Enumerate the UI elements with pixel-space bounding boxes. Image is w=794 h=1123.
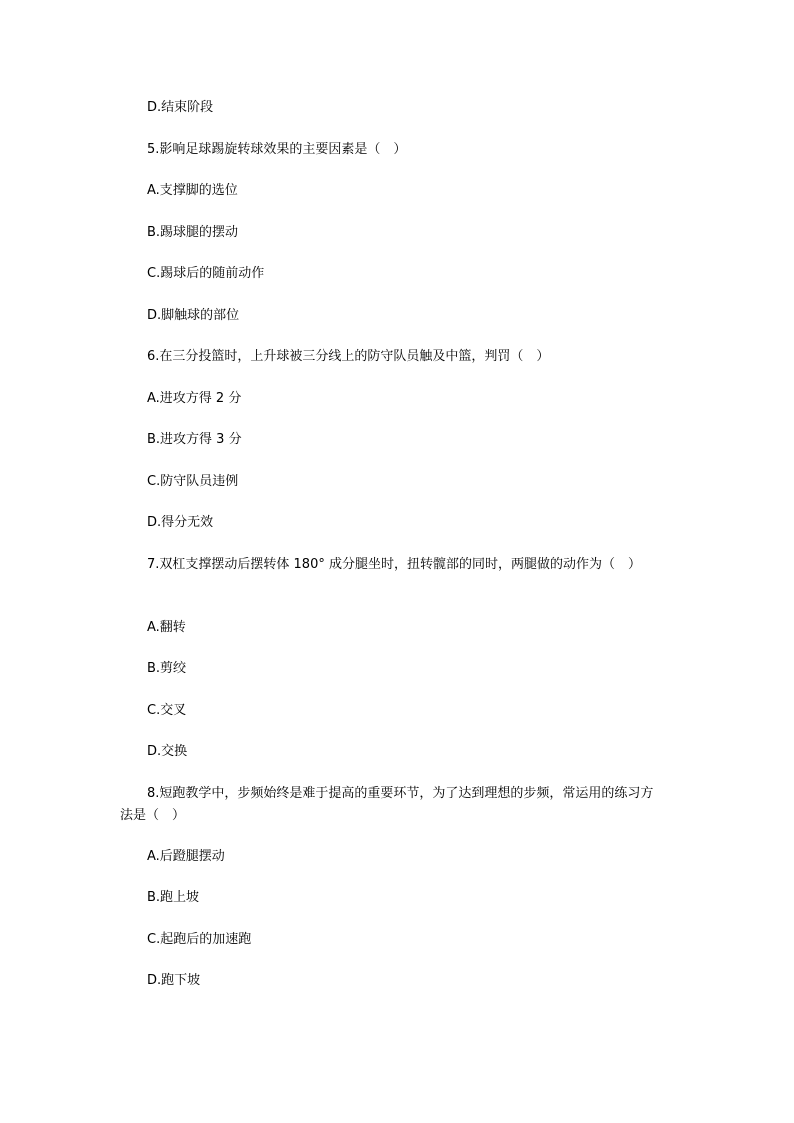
option-5c: C.踢球后的随前动作 [147,266,265,281]
option-8d: D.跑下坡 [147,973,201,988]
option-6d: D.得分无效 [147,515,214,530]
option-8b: B.跑上坡 [147,890,200,905]
question-8: 8.短跑教学中，步频始终是难于提高的重要环节，为了达到理想的步频，常运用的练习方法是（ ） [120,786,654,823]
option-4d: D.结束阶段 [147,100,214,115]
question-6: 6.在三分投篮时，上升球被三分线上的防守队员触及中篮，判罚（ ） [147,349,550,364]
option-7c: C.交叉 [147,703,187,718]
option-5d: D.脚触球的部位 [147,308,240,323]
option-7b: B.剪绞 [147,661,187,676]
option-7d: D.交换 [147,744,188,759]
option-8c: C.起跑后的加速跑 [147,932,252,947]
question-7: 7.双杠支撑摆动后摆转体 180° 成分腿坐时，扭转髋部的同时，两腿做的动作为（ ） [147,557,641,572]
option-6b: B.进攻方得 3 分 [147,432,242,447]
option-8a: A.后蹬腿摆动 [147,849,225,864]
option-5b: B.踢球腿的摆动 [147,225,239,240]
question-5: 5.影响足球踢旋转球效果的主要因素是（ ） [147,142,407,157]
option-7a: A.翻转 [147,620,186,635]
option-5a: A.支撑脚的选位 [147,183,238,198]
option-6a: A.进攻方得 2 分 [147,391,242,406]
option-6c: C.防守队员违例 [147,474,239,489]
